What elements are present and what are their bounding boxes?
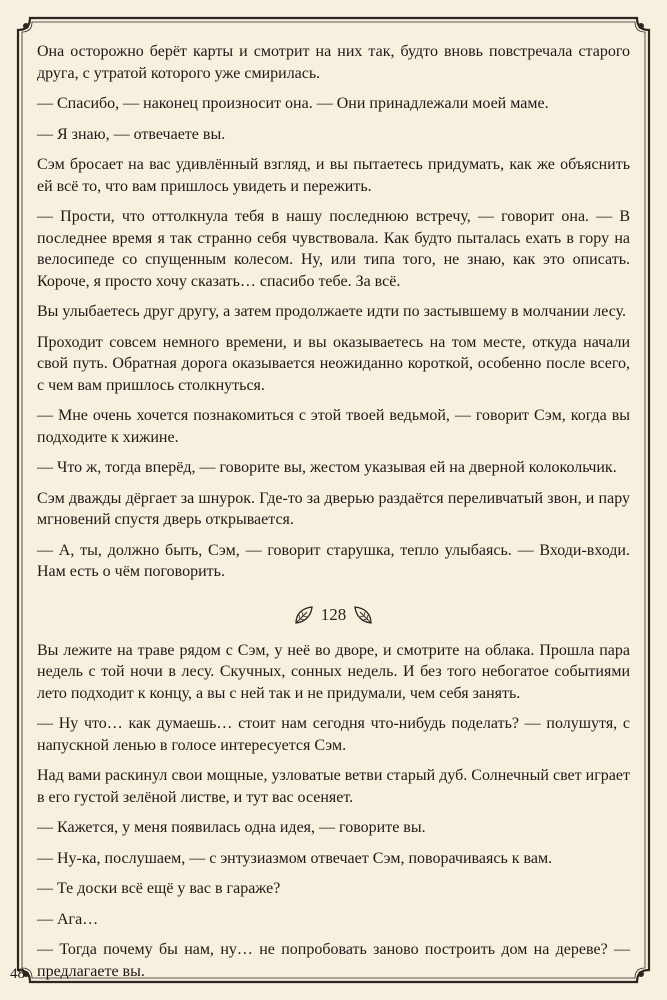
section-number: 128 <box>320 604 347 624</box>
page-text <box>37 41 630 991</box>
paragraph: Вы улыбаетесь друг другу, а затем продолжаете идти по застывшему в молчании лесу. <box>37 303 627 320</box>
paragraph: Проходит совсем немного времени, и вы оказываетесь на том месте, откуда начали свой путь. Обратная дорога оказывается неожиданно короткой, особенно после всего, с чем вам пришлось столкнуться. <box>37 333 630 394</box>
paragraph: Она осторожно берёт карты и смотрит на них так, будто вновь повстречала старого друга, с утратой которого уже смирилась. <box>37 43 630 82</box>
paragraph: — Тогда почему бы нам, ну… не попробовать заново построить дом на дереве? — предлагаете вы. <box>37 941 630 980</box>
paragraph: — Что ж, тогда вперёд, — говорите вы, жестом указывая ей на дверной колокольчик. <box>37 459 617 476</box>
paragraph: — Прости, что оттолкнула тебя в нашу последнюю встречу, — говорит она. — В последнее время я так странно себя чувствовала. Как будто пыталась ехать в гору на велосипеде со спущенным колесом. Ну, или типа того, не знаю, как это описать. Короче, я просто хочу сказать… спасибо тебе. За всё. <box>37 208 630 290</box>
leaf-left-icon <box>293 604 315 626</box>
paragraph: — Я знаю, — отвечаете вы. <box>37 125 226 143</box>
paragraph: — Те доски всё ещё у вас в гараже? <box>37 880 281 897</box>
paragraph: Над вами раскинул свои мощные, узловатые ветви старый дуб. Солнечный свет играет в его густой зелёной листве, и тут вас осеняет. <box>37 767 630 806</box>
paragraph: — Ну что… как думаешь… стоит нам сегодня что-нибудь поделать? — полушутя, с напускной ленью в голосе интересуется Сэм. <box>37 715 630 754</box>
paragraph: — Спасибо, — наконец произносит она. — Они принадлежали моей маме. <box>37 95 549 112</box>
page-number: 48 <box>10 966 25 982</box>
paragraph: Вы лежите на траве рядом с Сэм, у неё во дворе, и смотрите на облака. Прошла пара недель с той ночи в лесу. Скучных, сонных недель. И без того небогатое событиями лето подходит к концу, а вы с ней так и не придумали, чем себя занять. <box>37 641 630 702</box>
paragraph: — Ну-ка, послушаем, — с энтузиазмом отвечает Сэм, поворачиваясь к вам. <box>37 849 553 867</box>
paragraph: — А, ты, должно быть, Сэм, — говорит старушка, тепло улыбаясь. — Входи-входи. Нам есть о чём поговорить. <box>37 541 630 580</box>
paragraph: Сэм дважды дёргает за шнурок. Где-то за дверью раздаётся переливчатый звон, и пару мгновений спустя дверь открывается. <box>37 489 630 528</box>
section-heading <box>37 603 630 627</box>
leaf-right-icon <box>352 604 374 626</box>
paragraph: — Ага… <box>37 910 99 928</box>
paragraph: — Кажется, у меня появилась одна идея, — говорите вы. <box>37 819 426 836</box>
paragraph: — Мне очень хочется познакомиться с этой твоей ведьмой, — говорит Сэм, когда вы подходите к хижине. <box>37 407 630 446</box>
paragraph: Сэм бросает на вас удивлённый взгляд, и вы пытаетесь придумать, как же объяснить ей всё то, что вам пришлось увидеть и пережить. <box>37 156 630 195</box>
